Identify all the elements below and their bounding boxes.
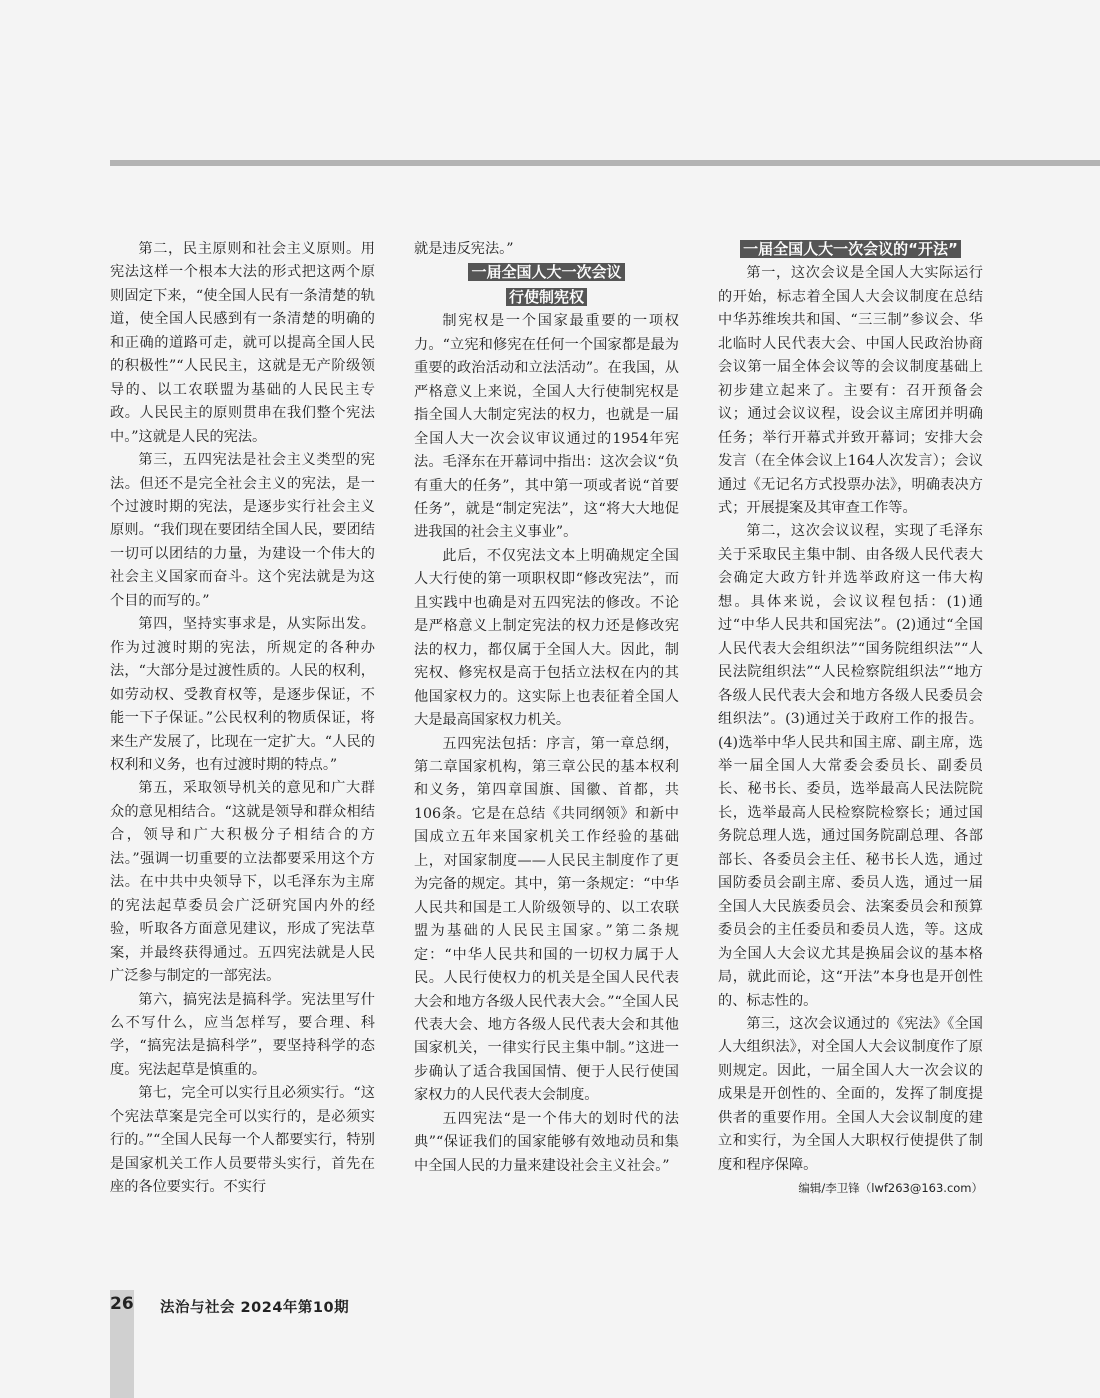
paragraph: 就是违反宪法。” bbox=[414, 241, 514, 257]
paragraph: 五四宪法“是一个伟大的划时代的法典”“保证我们的国家能够有效地动员和集中全国人民的力量来建设社会主义社会。” bbox=[414, 1110, 679, 1174]
paragraph: 五四宪法包括：序言，第一章总纲，第二章国家机构，第三章公民的基本权利和义务，第四章国旗、国徽、首都，共106条。它是在总结《共同纲领》和新中国成立五年来国家机关工作经验的基础上，对国家制度——人民民主制度作了更为完备的规定。其中，第一条规定：“中华人民共和国是工人阶级领导的、以工农联盟为基础的人民民主国家。”第二条规定：“中华人民共和国的一切权力属于人民。人民行使权力的机关是全国人民代表大会和地方各级人民代表大会。”“全国人民代表大会、地方各级人民代表大会和其他国家机关，一律实行民主集中制。”这进一步确认了适合我国国情、便于人民行使国家权力的人民代表大会制度。 bbox=[414, 735, 679, 1104]
magazine-issue: 法治与社会 2024年第10期 bbox=[160, 1300, 350, 1316]
paragraph: 第四，坚持实事求是，从实际出发。作为过渡时期的宪法，所规定的各种办法，“大部分是过渡性质的。人民的权利，如劳动权、受教育权等，是逐步保证，不能一下子保证。”公民权利的物质保证，将来生产发展了，比现在一定扩大。“人民的权利和义务，也有过渡时期的特点。” bbox=[110, 616, 375, 773]
paragraph: 第三，这次会议通过的《宪法》《全国人大组织法》，对全国人大会议制度作了原则规定。因此，一届全国人大一次会议的成果是开创性的、全面的，发挥了制度提供者的重要作用。全国人大会议制度的建立和实行，为全国人大职权行使提供了制度和程序保障。 bbox=[718, 1015, 983, 1173]
top-rule bbox=[110, 160, 1100, 166]
section-heading-text: 一届全国人大一次会议的“开法” bbox=[740, 240, 961, 258]
paragraph: 此后，不仅宪法文本上明确规定全国人大行使的第一项职权即“修改宪法”，而且实践中也确是对五四宪法的修改。不论是严格意义上制定宪法的权力还是修改宪法的权力，都仅属于全国人大。因此，制宪权、修宪权是高于包括立法权在内的其他国家权力的。这实际上也表征着全国人大是最高国家权力机关。 bbox=[414, 547, 679, 729]
paragraph: 第三，五四宪法是社会主义类型的宪法。但还不是完全社会主义的宪法，是一个过渡时期的宪法，是逐步实行社会主义原则。“我们现在要团结全国人民，要团结一切可以团结的力量，为建设一个伟大的社会主义国家而奋斗。这个宪法就是为这个目的而写的。” bbox=[110, 452, 375, 609]
paragraph: 第六，搞宪法是搞科学。宪法里写什么不写什么，应当怎样写，要合理、科学，“搞宪法是搞科学”，要坚持科学的态度。宪法起草是慎重的。 bbox=[110, 991, 375, 1078]
paragraph: 第二，这次会议议程，实现了毛泽东关于采取民主集中制、由各级人民代表大会确定大政方针并选举政府这一伟大构想。具体来说，会议议程包括：(1)通过“中华人民共和国宪法”。(2)通过“全国人民代表大会组织法”“国务院组织法”“人民法院组织法”“人民检察院组织法”“地方各级人民代表大会和地方各级人民委员会组织法”。(3)通过关于政府工作的报告。(4)选举中华人民共和国主席、副主席，选举一届全国人大常委会委员长、副委员长、秘书长、委员，选举最高人民法院院长，选举最高人民检察院检察长；通过国务院总理人选，通过国务院副总理、各部部长、各委员会主任、秘书长人选，通过国防委员会副主席、委员人选，通过一届全国人大民族委员会、法案委员会和预算委员会的主任委员和委员人选，等。这成为全国人大会议尤其是换届会议的基本格局，就此而论，这“开法”本身也是开创性的、标志性的。 bbox=[718, 523, 983, 1009]
section-heading bbox=[718, 238, 983, 262]
page-number: 26 bbox=[110, 1294, 134, 1314]
section-heading-line2: 行使制宪权 bbox=[506, 288, 587, 306]
editor-credit: 编辑/李卫锋（lwf263@163.com） bbox=[798, 1181, 983, 1196]
section-heading bbox=[414, 286, 679, 310]
column-right bbox=[718, 238, 983, 1197]
section-heading-line1: 一届全国人大一次会议 bbox=[468, 263, 624, 281]
section-heading bbox=[414, 261, 679, 285]
paragraph: 第二，民主原则和社会主义原则。用宪法这样一个根本大法的形式把这两个原则固定下来，“使全国人民有一条清楚的轨道，使全国人民感到有一条清楚的明确的和正确的道路可走，就可以提高全国人民的积极性”“人民民主，这就是无产阶级领导的、以工农联盟为基础的人民民主专政。人民民主的原则贯串在我们整个宪法中。”这就是人民的宪法。 bbox=[110, 241, 375, 445]
paragraph: 第七，完全可以实行且必须实行。“这个宪法草案是完全可以实行的，是必须实行的。”“全国人民每一个人都要实行，特别是国家机关工作人员要带头实行，首先在座的各位要实行。不实行 bbox=[110, 1085, 375, 1196]
column-middle bbox=[414, 238, 679, 1178]
paragraph: 第五，采取领导机关的意见和广大群众的意见相结合。“这就是领导和群众相结合，领导和广大积极分子相结合的方法。”强调一切重要的立法都要采用这个方法。在中共中央领导下，以毛泽东为主席的宪法起草委员会广泛研究国内外的经验，听取各方面意见建议，形成了宪法草案，并最终获得通过。五四宪法就是人民广泛参与制定的一部宪法。 bbox=[110, 780, 375, 985]
paragraph: 第一，这次会议是全国人大实际运行的开始，标志着全国人大会议制度在总结中华苏维埃共和国、“三三制”参议会、华北临时人民代表大会、中国人民政治协商会议第一届全体会议等的会议制度基础上初步建立起来了。主要有：召开预备会议；通过会议议程，设会议主席团并明确任务；举行开幕式并致开幕词；安排大会发言（在全体会议上164人次发言）；会议通过《无记名方式投票办法》，明确表决方式；开展提案及其审查工作等。 bbox=[718, 265, 983, 516]
paragraph: 制宪权是一个国家最重要的一项权力。“立宪和修宪在任何一个国家都是最为重要的政治活动和立法活动”。在我国，从严格意义上来说，全国人大行使制宪权是指全国人大制定宪法的权力，也就是一届全国人大一次会议审议通过的1954年宪法。毛泽东在开幕词中指出：这次会议“负有重大的任务”，其中第一项或者说“首要任务”，就是“制定宪法”，这“将大大地促进我国的社会主义事业”。 bbox=[414, 313, 679, 541]
column-left bbox=[110, 238, 375, 1200]
